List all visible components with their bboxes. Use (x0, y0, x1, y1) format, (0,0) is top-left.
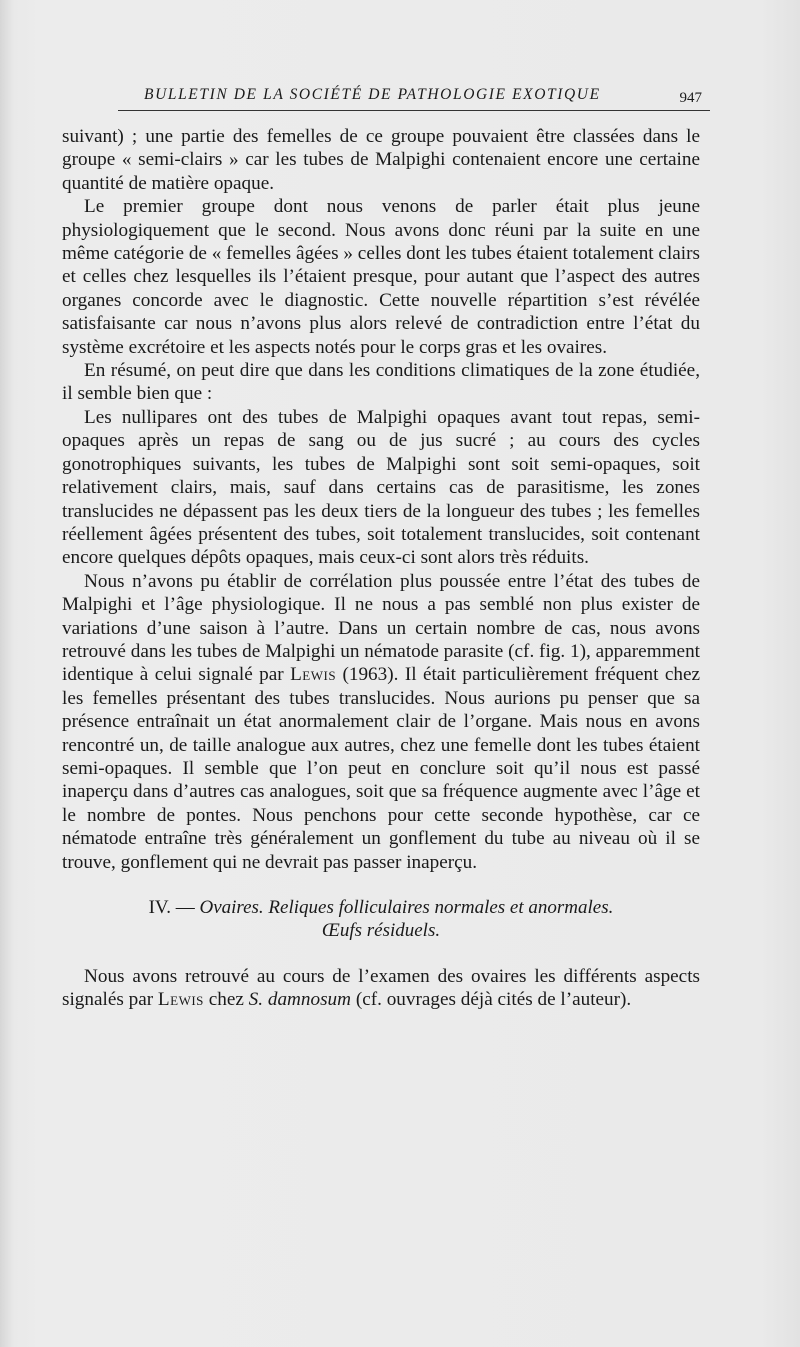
paragraph-continuation: suivant) ; une partie des femelles de ce groupe pouvaient être classées dans le groupe « semi-clairs » car les tubes de Malpighi contenaient encore une certaine quantité de matière opaque. (62, 126, 700, 194)
paragraph-physiology: Le premier groupe dont nous venons de parler était plus jeune physiologiquement que le second. Nous avons donc réuni par la suite en une même catégorie de « femelles âgées » celles dont les tubes étaient totalement clairs et celles chez lesquelles ils l’étaient presque, pour autant que l’aspect des autres organes concorde avec le diagnostic. Cette nouvelle répartition s’est révélée satisfaisante car nous n’avons plus alors relevé de contradiction entre l’état du système excrétoire et les aspects notés pour le corps gras et les ovaires. (62, 196, 700, 358)
paragraph-nullipares: Les nullipares ont des tubes de Malpighi opaques avant tout repas, semi-opaques après un repas de sang ou de jus sucré ; au cours des cycles gonotrophiques suivants, les tubes de Malpighi sont soit semi-opaques, soit relativement clairs, mais, sauf dans certains cas de parasitisme, les zones translucides ne dépassent pas les deux tiers de la longueur des tubes ; les femelles réellement âgées présentent des tubes, soit totalement translucides, soit contenant encore quelques dépôts opaques, mais ceux-ci sont alors très réduits. (62, 406, 700, 569)
page-header (118, 84, 710, 114)
section-subtitle: Œufs résiduels. (321, 920, 441, 942)
author-name: Lewis (290, 664, 337, 686)
species-name: S. damnosum (248, 989, 352, 1011)
author-name: Lewis (157, 989, 204, 1011)
header-rule (118, 110, 710, 111)
article-body (62, 125, 700, 1012)
page-number: 947 (679, 90, 702, 106)
text-segment: Nous n’avons pu établir de corrélation plus poussée entre l’état des tubes de Malpighi et l’âge physiologique. Il ne nous a pas semblé non plus exister de variations d’une saison à l’autre. Dans un certain nombre de cas, nous avons retrouvé dans les tubes de Malpighi un nématode parasite (cf. fig. 1), apparemment identique à celui signalé par (62, 570, 700, 686)
paragraph-summary: En résumé, on peut dire que dans les conditions climatiques de la zone étudiée, il semble bien que : (62, 360, 700, 405)
running-title: BULLETIN DE LA SOCIÉTÉ DE PATHOLOGIE EXOTIQUE (144, 86, 601, 103)
paragraph-nematode (62, 570, 700, 874)
section-title: Ovaires. Reliques folliculaires normales et anormales. (199, 897, 614, 918)
text-segment: (cf. ouvrages déjà cités de l’auteur). (351, 989, 632, 1011)
text-segment: chez (203, 989, 249, 1011)
paragraph-ovaries (62, 965, 700, 1012)
text-segment: Nous avons retrouvé au cours de l’examen des ovaires les différents aspects signalés par (62, 965, 700, 1011)
text-segment: (1963). Il était particulièrement fréquent chez les femelles présentant des tubes translucides. Nous aurions pu penser que sa présence entraînait un état anormalement clair de l’organe. Mais nous en avons rencontré un, de taille analogue aux autres, chez une femelle dont les tubes étaient semi-opaques. Il semble que l’on peut en conclure soit qu’il nous est passé inaperçu dans d’autres cas analogues, soit que sa fréquence augmente avec l’âge et le nombre de pontes. Nous penchons pour cette seconde hypothèse, car ce nématode entraîne très généralement un gonflement du tube au niveau où il se trouve, gonflement qui ne devrait pas passer inaperçu. (62, 664, 700, 873)
section-heading (62, 896, 700, 919)
section-number: IV. — (148, 897, 195, 918)
